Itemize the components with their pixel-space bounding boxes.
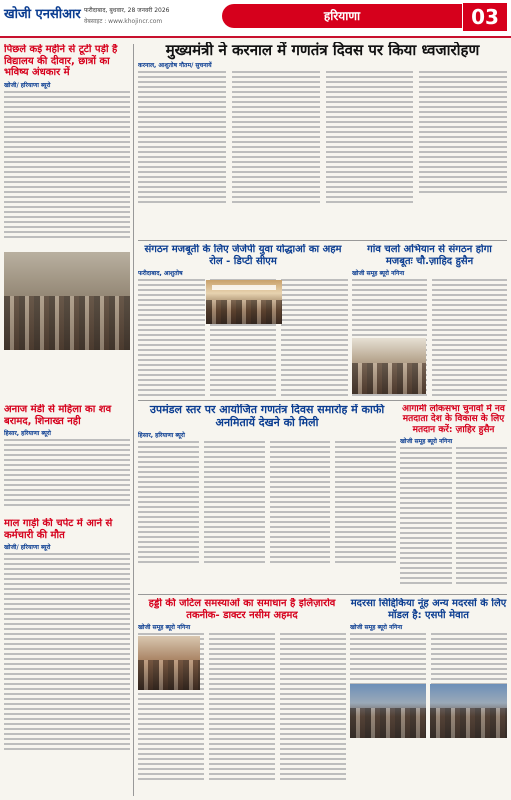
byline: खोजी समूह ब्यूरो नगिना [350, 624, 403, 631]
headline: अनाज मंडी से महिला का शव बरामद, शिनाख्त नही [4, 404, 112, 427]
headline: गांव चलो अभियान से संगठन होगा मजबूतः चौ.ज़ाहिद हुसैन [367, 244, 492, 267]
photo-madrasa-event-1 [350, 684, 426, 738]
headline: संगठन मजबूती के लिए जेजेपी युवा योद्धाओं का अहम रोल - डिप्टी सीएम [144, 244, 342, 267]
article-body [4, 439, 130, 506]
masthead [0, 0, 511, 38]
website: वेबसाइट : www.khojincr.com [84, 18, 163, 25]
headline: पिछले कई महीने से टूटी पड़ी है विद्यालय की दीवार, छात्रों का भविष्य अंधकार में [4, 44, 118, 78]
byline: खोजी समूह ब्यूरो नगिना [400, 438, 453, 446]
byline: खोजी/ हरियाणा ब्यूरो [4, 544, 51, 551]
byline: हिसार, हरियाणा ब्यूरो [138, 432, 185, 440]
headline: मुख्यमंत्री ने करनाल में गणतंत्र दिवस पर किया ध्वजारोहण [165, 42, 480, 59]
section-title: हरियाणा [222, 4, 462, 28]
byline: फरीदाबाद, आशुतोष [138, 270, 183, 277]
headline: मदरसा सिद्दिकिया नूंह अन्य मदरसों के लिए मॉडल है: एसपी मेवात [350, 598, 507, 621]
page-number: 03 [463, 3, 507, 31]
byline: करनाल, आशुतोष गौतम/ सुचनायें [138, 62, 212, 70]
photo-madrasa-event-2 [430, 684, 507, 738]
story-new-voters [400, 404, 507, 590]
byline: खोजी समूह ब्यूरो नगिना [138, 624, 191, 631]
story-ilizarov [138, 598, 346, 796]
headline: माल गाड़ी की चपेट में आने से कर्मचारी की मौत [4, 518, 113, 541]
byline: खोजी समूह ब्यूरो नगिना [352, 270, 405, 277]
headline: हड्डी की जटिल समस्याओं का समाधान है इलिज़ारोव तकनीक- डाक्टर नसीम अहमद [148, 598, 336, 621]
story-railway [4, 518, 130, 796]
photo-broken-wall [4, 252, 130, 350]
headline: उपमंडल स्तर पर आयोजित गणतंत्र दिवस समारोह में काफी अनमितायें देखने को मिली [149, 404, 385, 429]
article-body [138, 441, 396, 566]
article-body [4, 91, 130, 238]
photo-village-meeting [352, 338, 426, 394]
byline: खोजी/ हरियाणा ब्यूरो [4, 81, 51, 89]
story-school-wall [4, 44, 130, 248]
photo-bjp-stage [206, 280, 282, 324]
newspaper-logo: खोजी एनसीआर [4, 7, 81, 22]
headline: आगामी लोकसभा चुनावों में नव मतदाता देश के विकास के लिए मतदान करें: ज़ाहिर हुसैन [402, 404, 505, 435]
photo-doctor [138, 636, 200, 690]
article-body [4, 553, 130, 750]
article-body [138, 71, 507, 204]
byline: हिसार, हरियाणा ब्यूरो [4, 430, 51, 437]
issue-date: फरीदाबाद, बुधवार, 28 जनवरी 2026 [84, 7, 170, 14]
story-grain-market [4, 404, 130, 514]
story-republic-day [138, 404, 396, 590]
story-cm-karnal [138, 42, 507, 238]
article-body [400, 447, 507, 587]
